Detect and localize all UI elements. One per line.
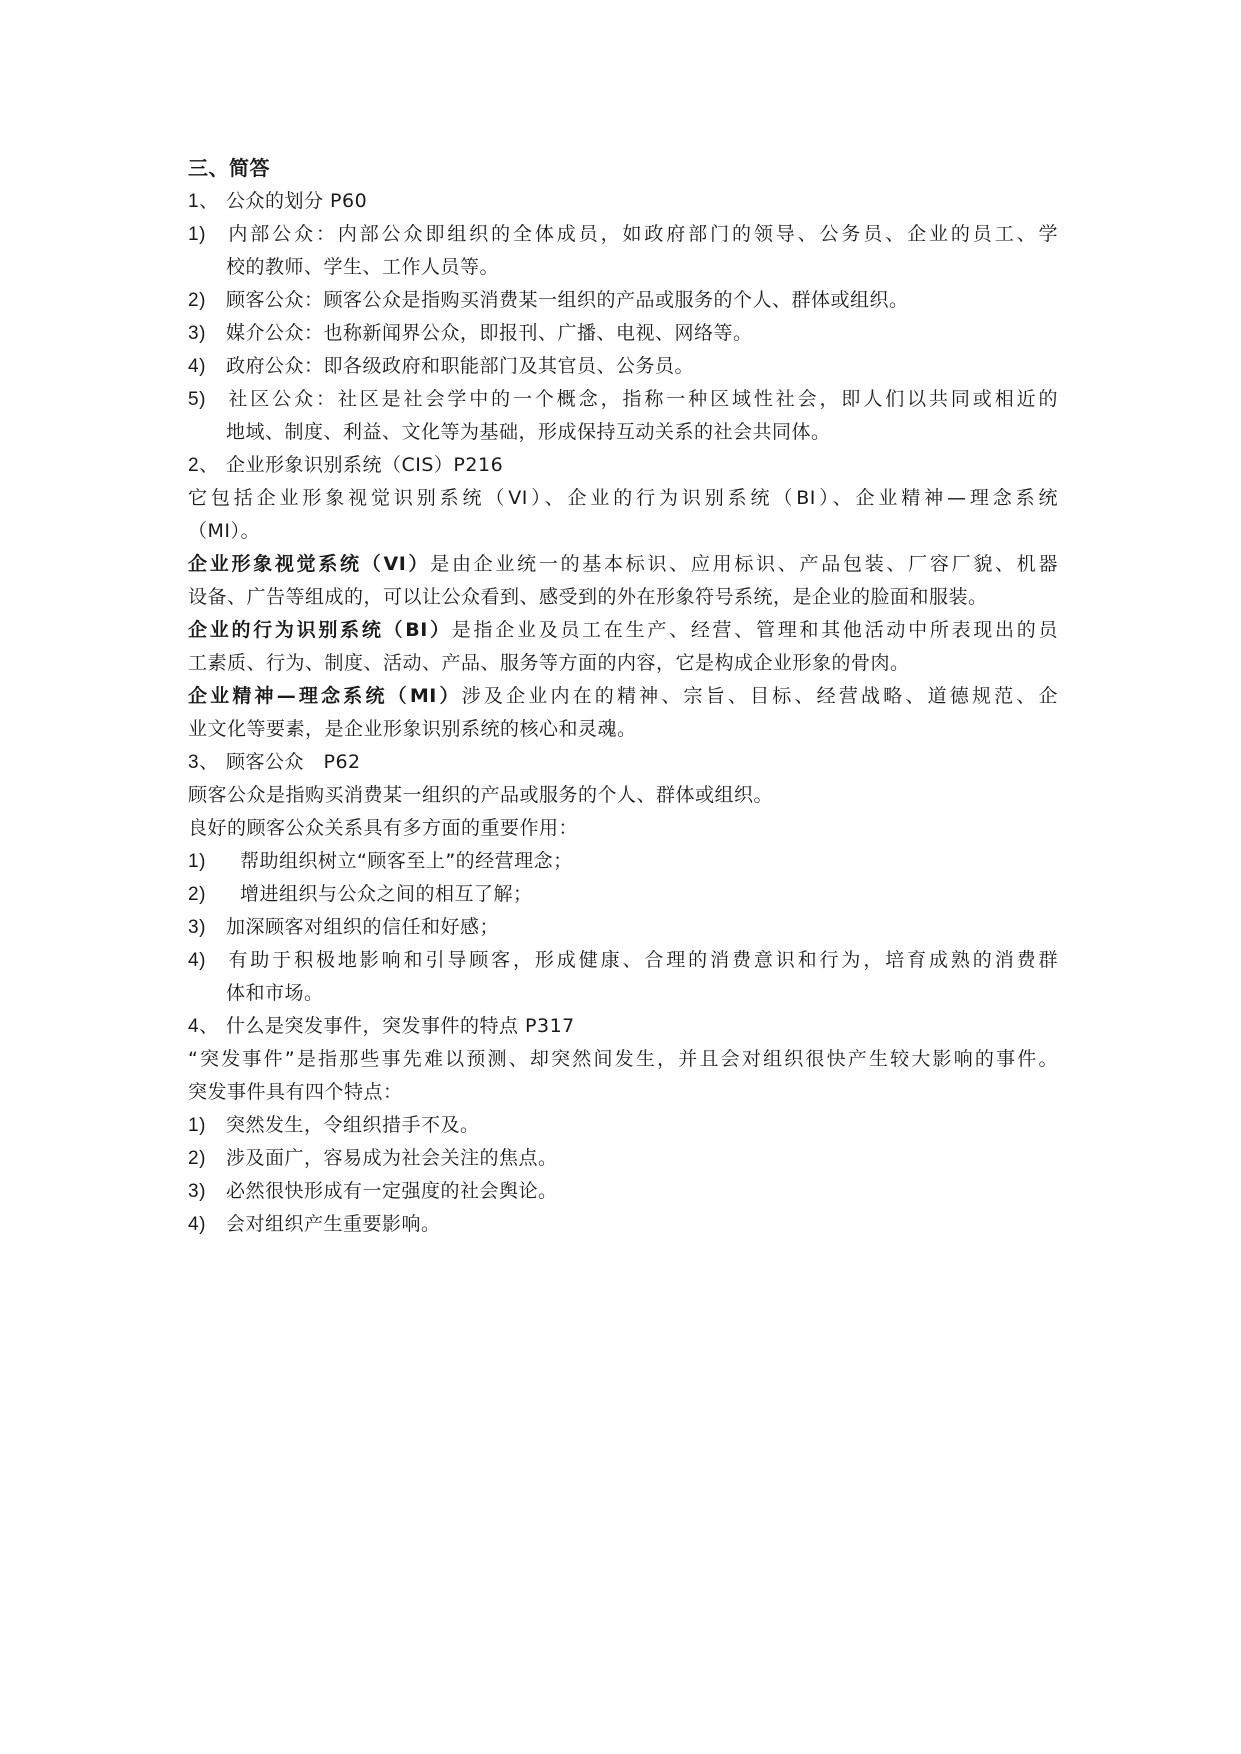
list-item-continuation: 地域、制度、利益、文化等为基础，形成保持互动关系的社会共同体。 (226, 421, 831, 443)
question-2-title (188, 449, 1058, 482)
item-text: 媒介公众：也称新闻界公众，即报刊、广播、电视、网络等。 (226, 322, 753, 344)
section-heading: 三、简答 (188, 156, 270, 180)
list-item (188, 218, 1058, 251)
term-mi: 企业精神—理念系统（MI） (188, 685, 462, 707)
list-item (188, 350, 1058, 383)
item-text: 有助于积极地影响和引导顾客，形成健康、合理的消费意识和行为，培育成熟的消费群 (226, 949, 1058, 971)
item-text: 帮助组织树立“顾客至上”的经营理念； (240, 850, 573, 872)
question-4-title (188, 1010, 1058, 1043)
list-item (188, 383, 1058, 416)
list-item (188, 1208, 1058, 1241)
list-item (188, 911, 1058, 944)
item-number: 1) (188, 851, 206, 872)
item-number: 3) (188, 917, 206, 938)
item-number: 3) (188, 323, 206, 344)
item-number: 2) (188, 884, 206, 905)
paragraph-line: （MI）。 (188, 520, 260, 542)
term-definition: 是由企业统一的基本标识、应用标识、产品包装、厂容厂貌、机器 (430, 553, 1058, 575)
item-text: 会对组织产生重要影响。 (226, 1213, 441, 1235)
term-definition: 涉及企业内在的精神、宗旨、目标、经营战略、道德规范、企 (461, 685, 1058, 707)
item-text: 突然发生，令组织措手不及。 (226, 1114, 480, 1136)
paragraph-line: 业文化等要素，是企业形象识别系统的核心和灵魂。 (188, 718, 637, 740)
list-item (188, 317, 1058, 350)
item-number: 2) (188, 1148, 206, 1169)
term-bi: 企业的行为识别系统（BI） (188, 619, 452, 641)
list-item (188, 944, 1058, 977)
paragraph-line: “突发事件”是指那些事先难以预测、却突然间发生，并且会对组织很快产生较大影响的事件。 (188, 1048, 1058, 1070)
item-text: 社区公众：社区是社会学中的一个概念，指称一种区域性社会，即人们以共同或相近的 (226, 388, 1058, 410)
paragraph-line: 突发事件具有四个特点： (188, 1081, 403, 1103)
item-text: 加深顾客对组织的信任和好感； (226, 916, 500, 938)
question-text: 公众的划分 P60 (226, 190, 368, 212)
item-number: 1) (188, 1115, 206, 1136)
item-text: 涉及面广，容易成为社会关注的焦点。 (226, 1147, 558, 1169)
paragraph-line: 设备、广告等组成的，可以让公众看到、感受到的外在形象符号系统，是企业的脸面和服装。 (188, 586, 988, 608)
question-text: 顾客公众 P62 (226, 751, 361, 773)
list-item (188, 1142, 1058, 1175)
item-text: 顾客公众：顾客公众是指购买消费某一组织的产品或服务的个人、群体或组织。 (226, 289, 909, 311)
question-text: 企业形象识别系统（CIS）P216 (226, 454, 504, 476)
list-item-continuation: 体和市场。 (226, 982, 324, 1004)
item-number: 4) (188, 1214, 206, 1235)
paragraph-line: 它包括企业形象视觉识别系统（VI）、企业的行为识别系统（BI）、企业精神—理念系统 (188, 487, 1058, 509)
item-text: 增进组织与公众之间的相互了解； (240, 883, 533, 905)
list-item (188, 284, 1058, 317)
item-text: 内部公众：内部公众即组织的全体成员，如政府部门的领导、公务员、企业的员工、学 (226, 223, 1058, 245)
list-item (188, 845, 1058, 878)
paragraph-line: 顾客公众是指购买消费某一组织的产品或服务的个人、群体或组织。 (188, 784, 774, 806)
paragraph-line (188, 548, 1058, 581)
list-item-continuation: 校的教师、学生、工作人员等。 (226, 256, 500, 278)
item-number: 4) (188, 356, 206, 377)
question-number: 1、 (188, 191, 219, 212)
question-number: 3、 (188, 752, 219, 773)
term-definition: 是指企业及员工在生产、经营、管理和其他活动中所表现出的员 (451, 619, 1058, 641)
item-text: 必然很快形成有一定强度的社会舆论。 (226, 1180, 558, 1202)
document-page (188, 152, 1058, 1241)
item-number: 1) (188, 224, 206, 245)
paragraph-line: 良好的顾客公众关系具有多方面的重要作用： (188, 817, 579, 839)
item-number: 3) (188, 1181, 206, 1202)
paragraph-line: 工素质、行为、制度、活动、产品、服务等方面的内容，它是构成企业形象的骨肉。 (188, 652, 910, 674)
list-item (188, 1175, 1058, 1208)
list-item (188, 1109, 1058, 1142)
question-1-title (188, 185, 1058, 218)
paragraph-line (188, 614, 1058, 647)
item-text: 政府公众：即各级政府和职能部门及其官员、公务员。 (226, 355, 695, 377)
list-item (188, 878, 1058, 911)
paragraph-line (188, 680, 1058, 713)
item-number: 4) (188, 950, 206, 971)
question-number: 2、 (188, 455, 219, 476)
question-3-title (188, 746, 1058, 779)
question-number: 4、 (188, 1016, 219, 1037)
term-vi: 企业形象视觉系统（VI） (188, 553, 431, 575)
item-number: 5) (188, 389, 206, 410)
question-text: 什么是突发事件，突发事件的特点 P317 (226, 1015, 575, 1037)
item-number: 2) (188, 290, 206, 311)
